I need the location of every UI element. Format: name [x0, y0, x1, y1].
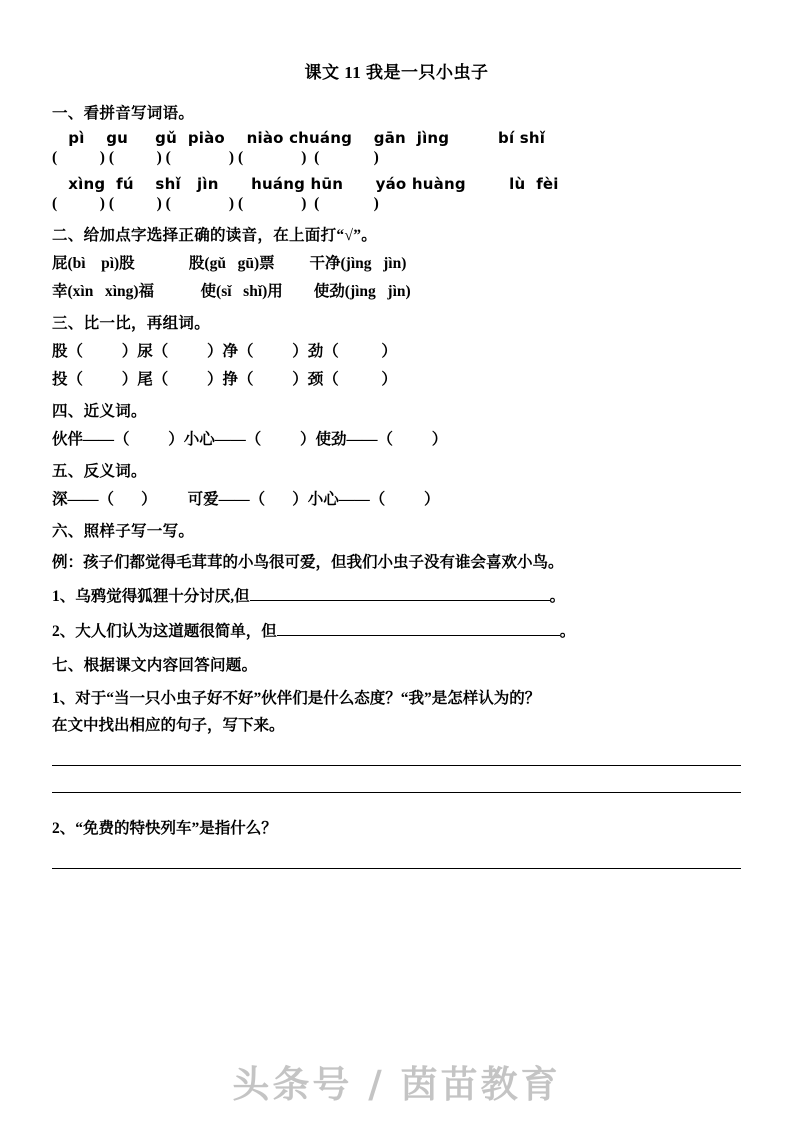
watermark: 头条号 / 茵苗教育: [232, 1063, 561, 1106]
question-1: [52, 685, 741, 739]
page-title: 课文 11 我是一只小虫子: [304, 63, 489, 82]
section-heading-4: 四、近义词。: [52, 403, 147, 420]
section-heading-2: 二、给加点字选择正确的读音，在上面打“√”。: [52, 227, 378, 244]
answer-bracket-row-1[interactable]: ( ) ( ) ( ) ( ) ( ): [52, 149, 379, 166]
answer-line-1[interactable]: [52, 765, 741, 766]
sentence-item-1-period: 。: [549, 588, 566, 606]
pinyin-row-2: xìng fú shǐ jìn huáng hūn yáo huàng lù fèi: [52, 175, 559, 193]
answer-line-3[interactable]: [52, 868, 741, 869]
sentence-item-2: [52, 619, 741, 643]
question-2: 2、“免费的特快列车”是指什么？: [52, 820, 277, 837]
pronunciation-choice-row-2[interactable]: 幸(xìn xìng)福 使(sǐ shǐ)用 使劲(jìng jìn): [52, 283, 411, 300]
section-heading-1: 一、看拼音写词语。: [52, 105, 195, 122]
sentence-item-2-period: 。: [559, 622, 576, 640]
sentence-item-2-prompt: 2、大人们认为这道题很简单，但: [52, 622, 277, 640]
pinyin-row-1: pì gu gǔ piào niào chuáng gān jìng bí shǐ: [52, 129, 546, 147]
synonym-row-1[interactable]: 伙伴——（ ）小心——（ ）使劲——（ ）: [52, 431, 448, 448]
question-1-line-2: 在文中找出相应的句子，写下来。: [52, 716, 285, 734]
sentence-item-1-prompt: 1、乌鸦觉得狐狸十分讨厌,但: [52, 588, 250, 606]
sentence-item-1: [52, 584, 741, 608]
answer-line-2[interactable]: [52, 792, 741, 793]
sentence-item-2-blank[interactable]: [277, 619, 560, 636]
example-sentence: 例：孩子们都觉得毛茸茸的小鸟很可爱，但我们小虫子没有谁会喜欢小鸟。: [52, 554, 564, 571]
question-1-line-1: 1、对于“当一只小虫子好不好”伙伴们是什么态度？“我”是怎样认为的？: [52, 689, 541, 707]
word-building-row-1[interactable]: 股（ ）尿（ ）净（ ）劲（ ）: [52, 343, 397, 360]
section-heading-3: 三、比一比，再组词。: [52, 315, 211, 332]
sentence-item-1-blank[interactable]: [250, 584, 550, 601]
word-building-row-2[interactable]: 投（ ）尾（ ）挣（ ）颈（ ）: [52, 371, 397, 388]
section-heading-5: 五、反义词。: [52, 463, 147, 480]
antonym-row-1[interactable]: 深——（ ） 可爱——（ ）小心——（ ）: [52, 491, 440, 508]
answer-bracket-row-2[interactable]: ( ) ( ) ( ) ( ) ( ): [52, 195, 379, 212]
section-heading-7: 七、根据课文内容回答问题。: [52, 656, 258, 674]
section-heading-6: 六、照样子写一写。: [52, 523, 195, 540]
pronunciation-choice-row-1[interactable]: 屁(bì pì)股 股(gǔ gū)票 干净(jìng jìn): [52, 255, 407, 272]
